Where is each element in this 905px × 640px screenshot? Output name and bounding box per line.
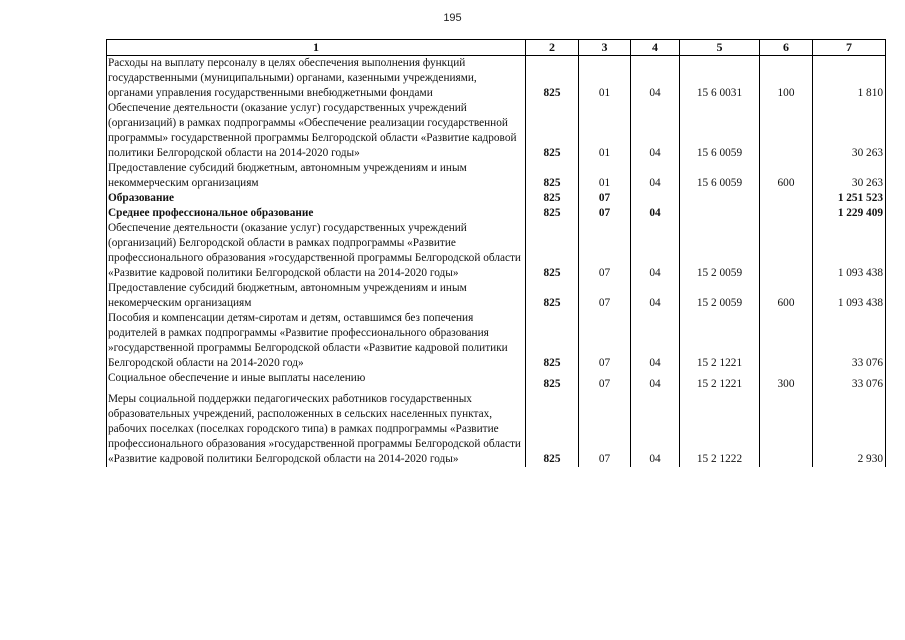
page-number: 195 <box>443 12 462 24</box>
row-ministry-code: 825 <box>526 191 579 206</box>
row-section-code: 07 <box>579 392 631 467</box>
row-expense-type: 300 <box>760 371 813 392</box>
row-section-code: 07 <box>579 281 631 311</box>
row-subsection-code: 04 <box>631 56 680 102</box>
table-row <box>107 221 886 281</box>
row-target-article <box>680 191 760 206</box>
row-expense-type: 100 <box>760 56 813 102</box>
row-target-article: 15 2 1221 <box>680 371 760 392</box>
row-subsection-code: 04 <box>631 161 680 191</box>
table-row <box>107 281 886 311</box>
row-amount: 33 076 <box>813 311 886 371</box>
row-subsection-code: 04 <box>631 311 680 371</box>
row-target-article: 15 2 0059 <box>680 281 760 311</box>
column-header-1: 1 <box>107 40 526 56</box>
budget-table <box>106 39 886 467</box>
row-ministry-code: 825 <box>526 161 579 191</box>
row-section-code: 07 <box>579 371 631 392</box>
row-amount: 1 251 523 <box>813 191 886 206</box>
row-section-code: 01 <box>579 161 631 191</box>
table-row <box>107 191 886 206</box>
row-description: Расходы на выплату персоналу в целях обеспечения выполнения функций государственными (муниципальными) органами, казенными учреждениями, органами управления государственными внебюджетными фондами <box>107 56 526 102</box>
row-target-article: 15 2 0059 <box>680 221 760 281</box>
row-amount: 30 263 <box>813 101 886 161</box>
row-ministry-code: 825 <box>526 101 579 161</box>
row-subsection-code <box>631 191 680 206</box>
row-section-code: 01 <box>579 101 631 161</box>
table-row <box>107 392 886 467</box>
row-expense-type <box>760 311 813 371</box>
row-expense-type <box>760 101 813 161</box>
column-header-4: 4 <box>631 40 680 56</box>
column-header-3: 3 <box>579 40 631 56</box>
row-target-article: 15 6 0059 <box>680 161 760 191</box>
row-description: Предоставление субсидий бюджетным, автономным учреждениям и иным некомерческим организациям <box>107 281 526 311</box>
row-description: Среднее профессиональное образование <box>107 206 526 221</box>
row-description: Образование <box>107 191 526 206</box>
row-subsection-code: 04 <box>631 392 680 467</box>
row-description: Обеспечение деятельности (оказание услуг) государственных учреждений (организаций) Белгородской области в рамках подпрограммы «Развитие профессионального образования »государственной программы Белгородской области «Развитие кадровой политики Белгородской области на 2014-2020 годы» <box>107 221 526 281</box>
row-expense-type: 600 <box>760 161 813 191</box>
row-ministry-code: 825 <box>526 281 579 311</box>
table-row <box>107 371 886 392</box>
row-expense-type <box>760 221 813 281</box>
row-subsection-code: 04 <box>631 221 680 281</box>
row-amount: 33 076 <box>813 371 886 392</box>
row-expense-type <box>760 191 813 206</box>
row-subsection-code: 04 <box>631 206 680 221</box>
table-row <box>107 206 886 221</box>
row-amount: 1 810 <box>813 56 886 102</box>
row-ministry-code: 825 <box>526 392 579 467</box>
row-ministry-code: 825 <box>526 221 579 281</box>
row-description: Пособия и компенсации детям-сиротам и детям, оставшимся без попечения родителей в рамках подпрограммы «Развитие профессионального образования »государственной программы Белгородской области «Развитие кадровой политики Белгородской области на 2014-2020 год» <box>107 311 526 371</box>
row-subsection-code: 04 <box>631 101 680 161</box>
row-subsection-code: 04 <box>631 281 680 311</box>
row-amount: 30 263 <box>813 161 886 191</box>
row-description: Меры социальной поддержки педагогических работников государственных образовательных учреждений, расположенных в сельских населенных пунктах, рабочих поселках (поселках городского типа) в рамках подпрограммы «Развитие профессионального образования »государственной программы Белгородской области «Развитие кадровой политики Белгородской области на 2014-2020 годы» <box>107 392 526 467</box>
row-target-article: 15 6 0059 <box>680 101 760 161</box>
column-header-2: 2 <box>526 40 579 56</box>
row-section-code: 07 <box>579 221 631 281</box>
row-target-article: 15 2 1222 <box>680 392 760 467</box>
row-amount: 1 093 438 <box>813 281 886 311</box>
table-header-row <box>107 40 886 56</box>
row-target-article <box>680 206 760 221</box>
table-row <box>107 56 886 102</box>
row-section-code: 01 <box>579 56 631 102</box>
row-expense-type: 600 <box>760 281 813 311</box>
row-ministry-code: 825 <box>526 311 579 371</box>
row-ministry-code: 825 <box>526 56 579 102</box>
table-row <box>107 311 886 371</box>
row-description: Предоставление субсидий бюджетным, автономным учреждениям и иным некоммерческим организациям <box>107 161 526 191</box>
row-subsection-code: 04 <box>631 371 680 392</box>
row-description: Социальное обеспечение и иные выплаты населению <box>107 371 526 392</box>
row-section-code: 07 <box>579 206 631 221</box>
row-target-article: 15 2 1221 <box>680 311 760 371</box>
table-row <box>107 161 886 191</box>
row-amount: 1 229 409 <box>813 206 886 221</box>
row-section-code: 07 <box>579 191 631 206</box>
row-expense-type <box>760 392 813 467</box>
row-ministry-code: 825 <box>526 206 579 221</box>
row-section-code: 07 <box>579 311 631 371</box>
row-ministry-code: 825 <box>526 371 579 392</box>
table-row <box>107 101 886 161</box>
column-header-6: 6 <box>760 40 813 56</box>
column-header-7: 7 <box>813 40 886 56</box>
row-description: Обеспечение деятельности (оказание услуг) государственных учреждений (организаций) в рамках подпрограммы «Обеспечение реализации государственной программы» государственной программы Белгородской области «Развитие кадровой политики Белгородской области на 2014-2020 годы» <box>107 101 526 161</box>
column-header-5: 5 <box>680 40 760 56</box>
row-amount: 2 930 <box>813 392 886 467</box>
row-target-article: 15 6 0031 <box>680 56 760 102</box>
row-amount: 1 093 438 <box>813 221 886 281</box>
row-expense-type <box>760 206 813 221</box>
